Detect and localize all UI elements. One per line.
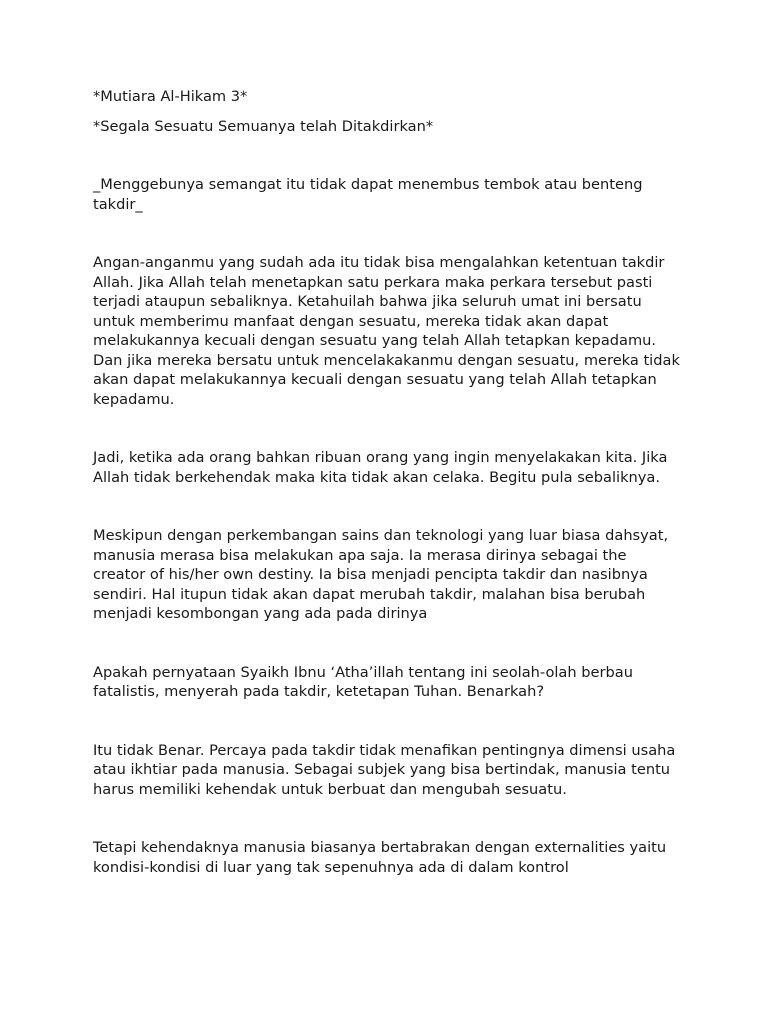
- document-subtitle: *Segala Sesuatu Semuanya telah Ditakdirkan*: [93, 117, 434, 135]
- paragraph-3: Meskipun dengan perkembangan sains dan teknologi yang luar biasa dahsyat, manusia merasa bisa melakukan apa saja. Ia merasa dirinya sebagai the creator of his/her own destiny. Ia bisa menjadi pencipta takdir dan nasibnya sendiri. Hal itupun tidak akan dapat merubah takdir, malahan bisa berubah menjadi kesombongan yang ada pada dirinya: [93, 527, 669, 622]
- paragraph-6: Tetapi kehendaknya manusia biasanya bertabrakan dengan externalities yaitu kondisi-kondisi di luar yang tak sepenuhnya ada di dalam kontrol: [93, 839, 667, 876]
- document-title: *Mutiara Al-Hikam 3*: [93, 88, 248, 105]
- paragraph-4: Apakah pernyataan Syaikh Ibnu ‘Atha’illah tentang ini seolah-olah berbau fatalistis, menyerah pada takdir, ketetapan Tuhan. Benarkah?: [93, 663, 633, 700]
- paragraph-1: Angan-anganmu yang sudah ada itu tidak bisa mengalahkan ketentuan takdir Allah. Jika Allah telah menetapkan satu perkara maka perkara tersebut pasti terjadi ataupun sebaliknya. Ketahuilah bahwa jika seluruh umat ini bersatu untuk memberimu manfaat dengan sesuatu, mereka tidak akan dapat melakukannya kecuali dengan sesuatu yang telah Allah tetapkan kepadamu. Dan jika mereka bersatu untuk mencelakakanmu dengan sesuatu, mereka tidak akan dapat melakukannya kecuali dengan sesuatu yang telah Allah tetapkan kepadamu.: [93, 254, 680, 408]
- paragraph-2: Jadi, ketika ada orang bahkan ribuan orang yang ingin menyelakakan kita. Jika Allah tidak berkehendak maka kita tidak akan celaka. Begitu pula sebaliknya.: [93, 449, 668, 486]
- paragraph-5: Itu tidak Benar. Percaya pada takdir tidak menafikan pentingnya dimensi usaha atau ikhtiar pada manusia. Sebagai subjek yang bisa bertindak, manusia tentu harus memiliki kehendak untuk berbuat dan mengubah sesuatu.: [93, 741, 676, 798]
- opening-quote: _Menggebunya semangat itu tidak dapat menembus tembok atau benteng takdir_: [93, 176, 643, 213]
- document-body: [93, 87, 683, 916]
